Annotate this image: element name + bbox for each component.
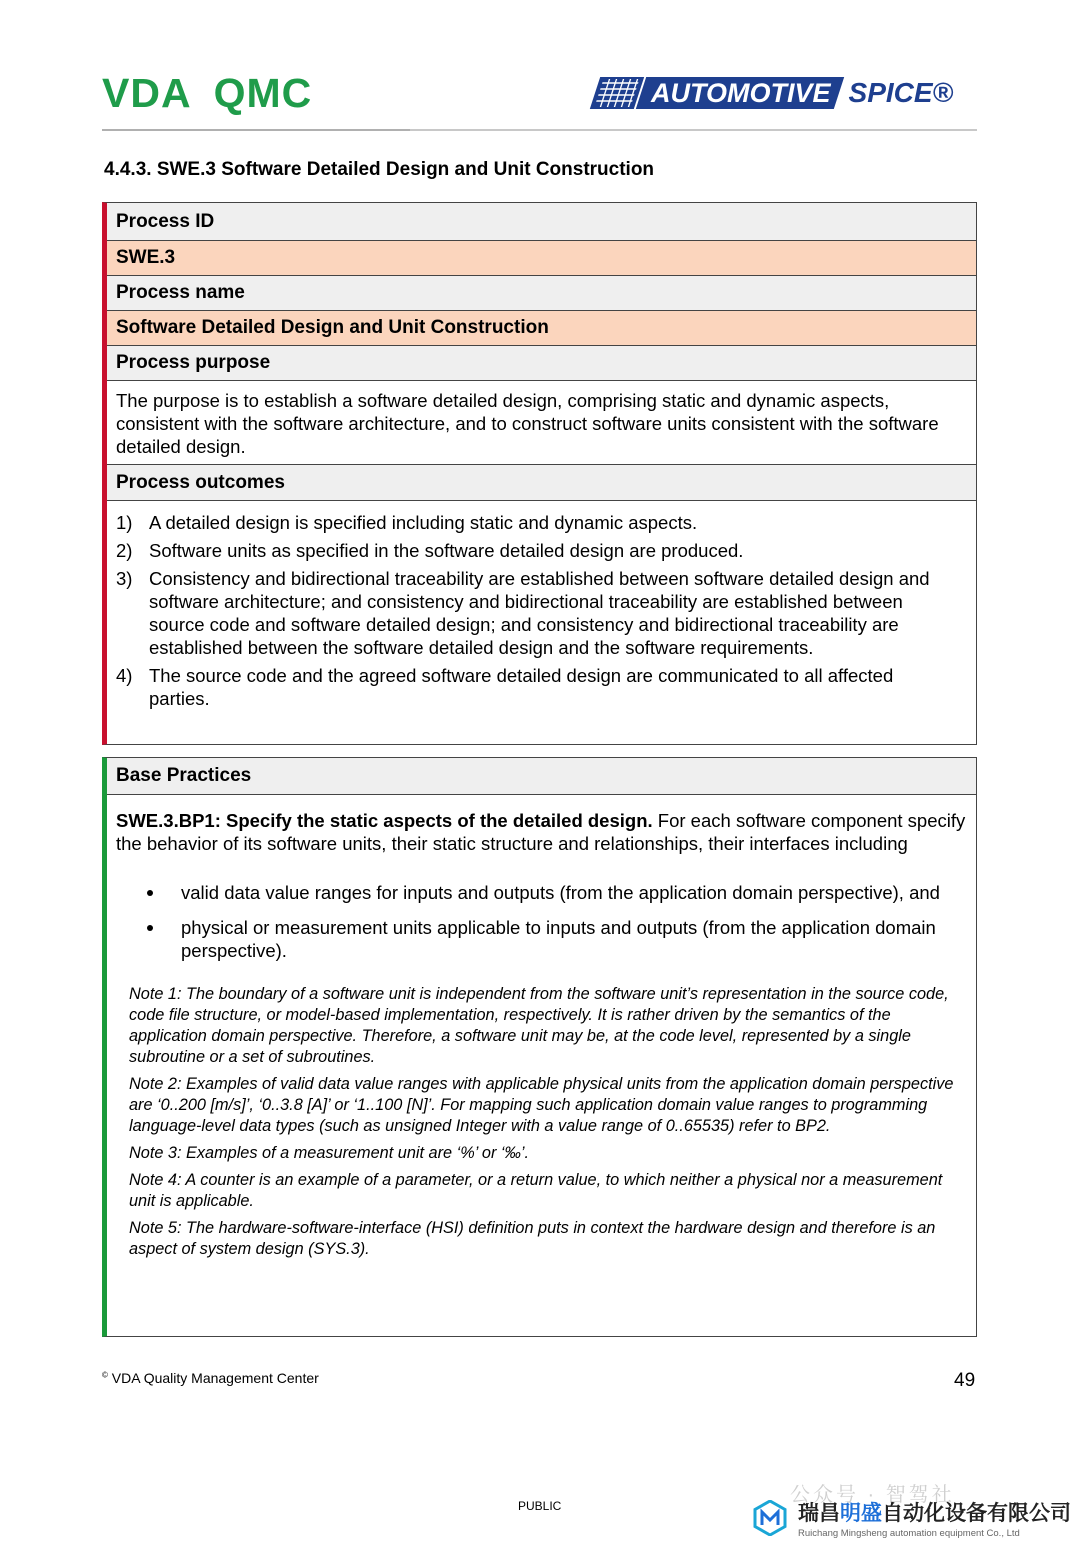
bullet-icon bbox=[147, 890, 153, 896]
globe-icon bbox=[590, 77, 644, 109]
classification-label: PUBLIC bbox=[518, 1499, 562, 1513]
base-practices-label: Base Practices bbox=[107, 758, 976, 795]
base-practices-body bbox=[107, 795, 976, 1266]
process-outcomes-list bbox=[107, 501, 976, 715]
automotive-spice-logo bbox=[595, 77, 953, 109]
process-id-label: Process ID bbox=[107, 203, 976, 241]
base-practices-table bbox=[102, 757, 977, 1337]
process-name-value: Software Detailed Design and Unit Construction bbox=[107, 311, 976, 346]
company-name-cn: 瑞昌明盛自动化设备有限公司 bbox=[798, 1502, 1071, 1525]
process-purpose-label: Process purpose bbox=[107, 346, 976, 381]
note-2: Note 2: Examples of valid data value ranges with applicable physical units from the application domain perspective are ‘0..200 [m/s]’, ‘0..3.8 [A]’ or ‘1..100 [N]’. For mapping such application domain value ranges to programming language-level data types (such as unsigned Integer with a value range of 0..65535) refer to BP2. bbox=[129, 1075, 954, 1135]
page-number: 49 bbox=[954, 1370, 976, 1391]
section-title: 4.4.3. SWE.3 Software Detailed Design and Unit Construction bbox=[104, 159, 655, 180]
process-purpose-text: The purpose is to establish a software detailed design, comprising static and dynamic aspects, consistent with the software architecture, and to construct software units consistent with the software detailed design. bbox=[107, 381, 976, 465]
company-watermark bbox=[752, 1497, 1071, 1539]
bp1-bullet: physical or measurement units applicable to inputs and outputs (from the application domain perspective). bbox=[116, 916, 966, 962]
qmc-text: QMC bbox=[213, 70, 313, 116]
outcome-item: 2) Software units as specified in the software detailed design are produced. bbox=[116, 540, 744, 561]
process-name-label: Process name bbox=[107, 276, 976, 311]
faded-watermark: 公众号 · 智驾社 bbox=[790, 1484, 955, 1506]
process-table bbox=[102, 202, 977, 745]
company-name-en: Ruichang Mingsheng automation equipment Co., Ltd bbox=[798, 1528, 1020, 1539]
bullet-icon bbox=[147, 925, 153, 931]
note-4: Note 4: A counter is an example of a parameter, or a return value, to which neither a physical nor a measurement unit is applicable. bbox=[129, 1171, 943, 1210]
bp1-description: For each software component specify the behavior of its software units, their static structure and relationships, their interfaces including bbox=[116, 810, 966, 854]
copyright: © VDA Quality Management Center bbox=[102, 1370, 319, 1386]
bp1-paragraph bbox=[116, 809, 966, 855]
note-5: Note 5: The hardware-software-interface (HSI) definition puts in context the hardware design and therefore is an aspect of system design (SYS.3). bbox=[129, 1219, 936, 1258]
automotive-label: AUTOMOTIVE bbox=[636, 77, 844, 109]
bp1-notes bbox=[116, 984, 966, 1260]
note-3: Note 3: Examples of a measurement unit are ‘%’ or ‘‰’. bbox=[129, 1144, 529, 1162]
outcome-item: 3) Consistency and bidirectional traceability are established between software detailed design and software architecture; and consistency and bidirectional traceability are established between source code and software detailed design; and consistency and bidirectional traceability are established between the software detailed design and the software requirements. bbox=[116, 568, 930, 658]
process-outcomes-label: Process outcomes bbox=[107, 465, 976, 501]
outcome-item: 4) The source code and the agreed software detailed design are communicated to all affected parties. bbox=[116, 665, 894, 709]
vda-text: VDA bbox=[102, 70, 192, 116]
bp1-bullet: valid data value ranges for inputs and outputs (from the application domain perspective), and bbox=[116, 881, 966, 904]
header-divider-accent bbox=[102, 129, 410, 131]
note-1: Note 1: The boundary of a software unit is independent from the software unit’s representation in the source code, code file structure, or model-based implementation, respectively. It is rather driven by the semantics of the application domain perspective. Therefore, a software unit may be, at the code level, represented by a single subroutine or a set of subroutines. bbox=[129, 985, 949, 1066]
spice-label: SPICE® bbox=[848, 77, 954, 108]
vda-qmc-logo bbox=[102, 70, 312, 117]
process-id-value: SWE.3 bbox=[107, 241, 976, 276]
company-logo-icon bbox=[752, 1500, 788, 1536]
bp1-title: SWE.3.BP1: Specify the static aspects of the detailed design. bbox=[116, 810, 653, 831]
outcome-item: 1) A detailed design is specified including static and dynamic aspects. bbox=[116, 512, 698, 533]
